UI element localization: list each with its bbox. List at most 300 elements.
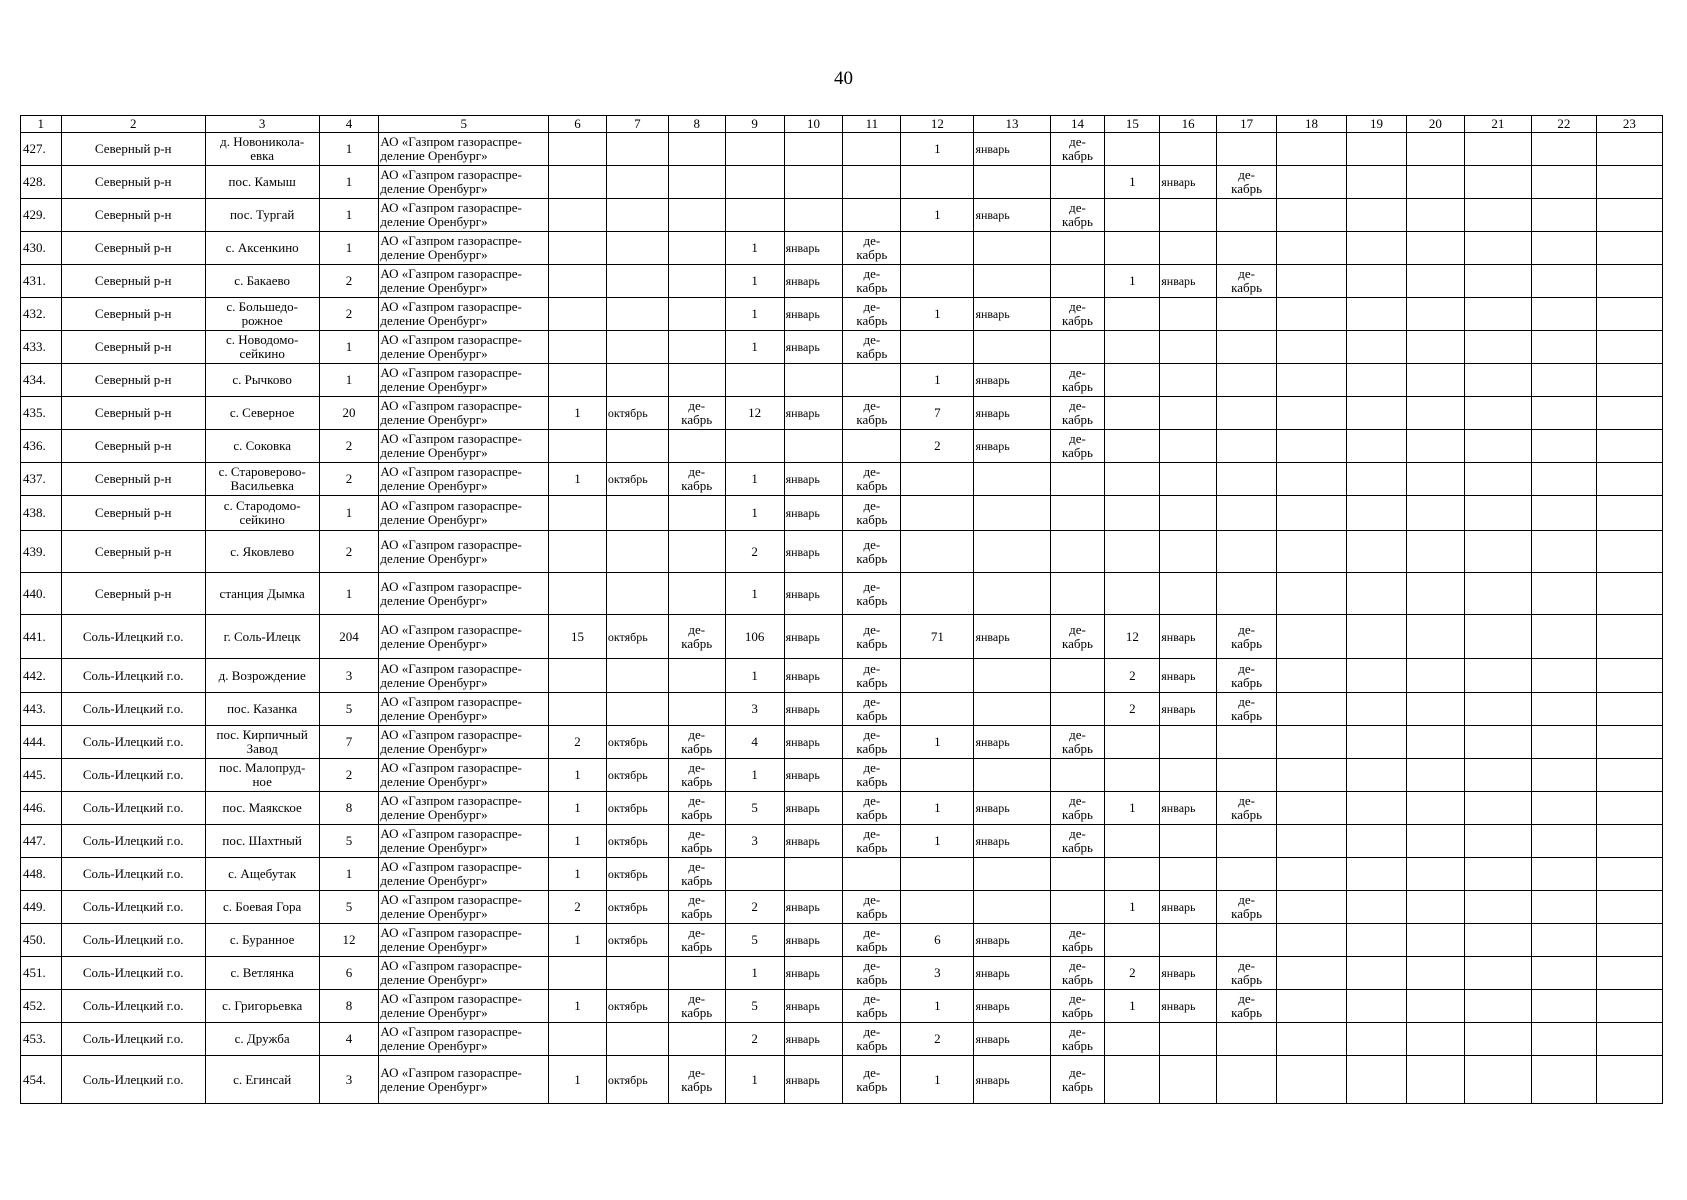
start-month-cell xyxy=(1160,496,1217,531)
end-month-cell xyxy=(668,430,725,463)
settlement-cell: с. Яковлево xyxy=(205,531,319,573)
empty-cell xyxy=(1406,496,1464,531)
empty-cell xyxy=(1277,924,1347,957)
end-month-cell: де- кабрь xyxy=(843,759,901,792)
table-row xyxy=(21,990,1663,1023)
empty-cell xyxy=(1277,166,1347,199)
qty-cell xyxy=(901,232,974,265)
count-cell: 204 xyxy=(319,615,379,659)
empty-cell xyxy=(1464,957,1531,990)
start-month-cell: январь xyxy=(1160,990,1217,1023)
settlement-cell: пос. Казанка xyxy=(205,693,319,726)
empty-cell xyxy=(1531,990,1596,1023)
district-cell: Северный р-н xyxy=(61,463,205,496)
empty-cell xyxy=(1277,397,1347,430)
qty-cell xyxy=(901,573,974,615)
qty-cell: 1 xyxy=(725,463,784,496)
settlement-cell: с. Ащебутак xyxy=(205,858,319,891)
count-cell: 7 xyxy=(319,726,379,759)
empty-cell xyxy=(1596,957,1662,990)
row-number: 437. xyxy=(21,463,62,496)
header-col-9: 9 xyxy=(725,116,784,133)
empty-cell xyxy=(1277,133,1347,166)
empty-cell xyxy=(1406,858,1464,891)
start-month-cell: январь xyxy=(784,792,843,825)
empty-cell xyxy=(1406,430,1464,463)
start-month-cell: январь xyxy=(784,990,843,1023)
district-cell: Северный р-н xyxy=(61,531,205,573)
empty-cell xyxy=(1277,298,1347,331)
start-month-cell xyxy=(606,133,668,166)
start-month-cell: январь xyxy=(1160,792,1217,825)
empty-cell xyxy=(1464,430,1531,463)
table-row xyxy=(21,232,1663,265)
end-month-cell xyxy=(1217,531,1277,573)
empty-cell xyxy=(1347,693,1407,726)
start-month-cell: октябрь xyxy=(606,858,668,891)
qty-cell xyxy=(1105,1023,1160,1056)
header-col-8: 8 xyxy=(668,116,725,133)
start-month-cell xyxy=(1160,199,1217,232)
empty-cell xyxy=(1277,693,1347,726)
empty-cell xyxy=(1464,759,1531,792)
organization-cell: АО «Газпром газораспре- деление Оренбург» xyxy=(379,265,549,298)
empty-cell xyxy=(1347,858,1407,891)
end-month-cell xyxy=(843,199,901,232)
empty-cell xyxy=(1406,825,1464,858)
start-month-cell xyxy=(606,166,668,199)
qty-cell: 1 xyxy=(549,825,607,858)
empty-cell xyxy=(1277,531,1347,573)
start-month-cell: январь xyxy=(974,957,1050,990)
start-month-cell xyxy=(1160,1056,1217,1104)
empty-cell xyxy=(1531,331,1596,364)
empty-cell xyxy=(1406,924,1464,957)
table-body xyxy=(21,133,1663,1104)
empty-cell xyxy=(1406,463,1464,496)
district-cell: Соль-Илецкий г.о. xyxy=(61,990,205,1023)
header-col-7: 7 xyxy=(606,116,668,133)
start-month-cell: октябрь xyxy=(606,1056,668,1104)
qty-cell: 1 xyxy=(901,792,974,825)
end-month-cell xyxy=(1217,1056,1277,1104)
empty-cell xyxy=(1406,957,1464,990)
end-month-cell: де- кабрь xyxy=(668,990,725,1023)
settlement-cell: с. Новодомо- сейкино xyxy=(205,331,319,364)
end-month-cell: де- кабрь xyxy=(1050,430,1105,463)
table-row xyxy=(21,759,1663,792)
qty-cell: 2 xyxy=(1105,659,1160,693)
settlement-cell: пос. Малопруд- ное xyxy=(205,759,319,792)
row-number: 448. xyxy=(21,858,62,891)
qty-cell xyxy=(1105,1056,1160,1104)
qty-cell xyxy=(1105,759,1160,792)
empty-cell xyxy=(1531,397,1596,430)
district-cell: Северный р-н xyxy=(61,232,205,265)
empty-cell xyxy=(1464,1023,1531,1056)
start-month-cell xyxy=(974,166,1050,199)
row-number: 450. xyxy=(21,924,62,957)
table-row xyxy=(21,364,1663,397)
empty-cell xyxy=(1406,199,1464,232)
row-number: 429. xyxy=(21,199,62,232)
start-month-cell xyxy=(1160,298,1217,331)
end-month-cell: де- кабрь xyxy=(843,232,901,265)
start-month-cell xyxy=(1160,531,1217,573)
end-month-cell xyxy=(668,298,725,331)
empty-cell xyxy=(1531,133,1596,166)
end-month-cell xyxy=(843,133,901,166)
settlement-cell: с. Аксенкино xyxy=(205,232,319,265)
end-month-cell: де- кабрь xyxy=(843,1023,901,1056)
empty-cell xyxy=(1347,573,1407,615)
end-month-cell: де- кабрь xyxy=(843,957,901,990)
qty-cell: 1 xyxy=(725,265,784,298)
end-month-cell: де- кабрь xyxy=(1050,364,1105,397)
row-number: 453. xyxy=(21,1023,62,1056)
qty-cell xyxy=(1105,298,1160,331)
qty-cell: 1 xyxy=(549,759,607,792)
organization-cell: АО «Газпром газораспре- деление Оренбург» xyxy=(379,957,549,990)
start-month-cell xyxy=(974,573,1050,615)
end-month-cell: де- кабрь xyxy=(843,573,901,615)
qty-cell xyxy=(1105,397,1160,430)
start-month-cell xyxy=(1160,726,1217,759)
organization-cell: АО «Газпром газораспре- деление Оренбург» xyxy=(379,759,549,792)
qty-cell xyxy=(1105,825,1160,858)
organization-cell: АО «Газпром газораспре- деление Оренбург» xyxy=(379,463,549,496)
empty-cell xyxy=(1464,792,1531,825)
start-month-cell: январь xyxy=(784,615,843,659)
start-month-cell xyxy=(974,265,1050,298)
empty-cell xyxy=(1464,891,1531,924)
start-month-cell xyxy=(784,430,843,463)
qty-cell: 2 xyxy=(1105,693,1160,726)
empty-cell xyxy=(1596,615,1662,659)
settlement-cell: д. Возрождение xyxy=(205,659,319,693)
qty-cell: 4 xyxy=(725,726,784,759)
end-month-cell xyxy=(668,265,725,298)
district-cell: Северный р-н xyxy=(61,298,205,331)
end-month-cell: де- кабрь xyxy=(843,615,901,659)
start-month-cell: октябрь xyxy=(606,990,668,1023)
empty-cell xyxy=(1347,364,1407,397)
empty-cell xyxy=(1596,1056,1662,1104)
end-month-cell: де- кабрь xyxy=(843,397,901,430)
qty-cell: 1 xyxy=(725,1056,784,1104)
end-month-cell: де- кабрь xyxy=(843,659,901,693)
qty-cell xyxy=(725,166,784,199)
empty-cell xyxy=(1596,133,1662,166)
end-month-cell xyxy=(1217,199,1277,232)
empty-cell xyxy=(1347,133,1407,166)
end-month-cell xyxy=(1050,496,1105,531)
end-month-cell: де- кабрь xyxy=(1050,133,1105,166)
row-number: 434. xyxy=(21,364,62,397)
empty-cell xyxy=(1277,265,1347,298)
start-month-cell: октябрь xyxy=(606,726,668,759)
start-month-cell: январь xyxy=(784,1023,843,1056)
empty-cell xyxy=(1347,265,1407,298)
empty-cell xyxy=(1596,531,1662,573)
end-month-cell: де- кабрь xyxy=(843,990,901,1023)
empty-cell xyxy=(1464,232,1531,265)
row-number: 446. xyxy=(21,792,62,825)
end-month-cell xyxy=(1050,693,1105,726)
count-cell: 2 xyxy=(319,265,379,298)
empty-cell xyxy=(1406,1023,1464,1056)
qty-cell xyxy=(1105,232,1160,265)
header-row xyxy=(21,116,1663,133)
header-col-16: 16 xyxy=(1160,116,1217,133)
end-month-cell xyxy=(668,693,725,726)
end-month-cell xyxy=(1217,759,1277,792)
start-month-cell: январь xyxy=(784,891,843,924)
settlement-cell: с. Северное xyxy=(205,397,319,430)
header-col-20: 20 xyxy=(1406,116,1464,133)
empty-cell xyxy=(1347,496,1407,531)
organization-cell: АО «Газпром газораспре- деление Оренбург» xyxy=(379,615,549,659)
start-month-cell xyxy=(784,199,843,232)
table-row xyxy=(21,891,1663,924)
district-cell: Северный р-н xyxy=(61,166,205,199)
end-month-cell xyxy=(1050,166,1105,199)
start-month-cell xyxy=(606,265,668,298)
start-month-cell: октябрь xyxy=(606,463,668,496)
empty-cell xyxy=(1347,825,1407,858)
count-cell: 2 xyxy=(319,430,379,463)
empty-cell xyxy=(1531,166,1596,199)
table-row xyxy=(21,531,1663,573)
empty-cell xyxy=(1277,957,1347,990)
empty-cell xyxy=(1406,166,1464,199)
empty-cell xyxy=(1596,331,1662,364)
count-cell: 2 xyxy=(319,759,379,792)
end-month-cell xyxy=(843,430,901,463)
qty-cell: 2 xyxy=(725,1023,784,1056)
qty-cell xyxy=(901,693,974,726)
empty-cell xyxy=(1596,265,1662,298)
start-month-cell xyxy=(974,659,1050,693)
end-month-cell xyxy=(1050,463,1105,496)
end-month-cell: де- кабрь xyxy=(1217,265,1277,298)
district-cell: Соль-Илецкий г.о. xyxy=(61,615,205,659)
empty-cell xyxy=(1464,496,1531,531)
start-month-cell xyxy=(606,531,668,573)
settlement-cell: с. Рычково xyxy=(205,364,319,397)
count-cell: 1 xyxy=(319,232,379,265)
row-number: 438. xyxy=(21,496,62,531)
empty-cell xyxy=(1347,430,1407,463)
district-cell: Соль-Илецкий г.о. xyxy=(61,858,205,891)
organization-cell: АО «Газпром газораспре- деление Оренбург» xyxy=(379,1023,549,1056)
empty-cell xyxy=(1347,615,1407,659)
count-cell: 6 xyxy=(319,957,379,990)
end-month-cell: де- кабрь xyxy=(1050,1056,1105,1104)
empty-cell xyxy=(1347,232,1407,265)
qty-cell: 5 xyxy=(725,990,784,1023)
end-month-cell: де- кабрь xyxy=(1050,726,1105,759)
organization-cell: АО «Газпром газораспре- деление Оренбург» xyxy=(379,891,549,924)
empty-cell xyxy=(1531,1056,1596,1104)
empty-cell xyxy=(1464,693,1531,726)
table-row xyxy=(21,573,1663,615)
end-month-cell xyxy=(1050,659,1105,693)
empty-cell xyxy=(1277,891,1347,924)
empty-cell xyxy=(1347,759,1407,792)
empty-cell xyxy=(1277,199,1347,232)
row-number: 444. xyxy=(21,726,62,759)
district-cell: Северный р-н xyxy=(61,199,205,232)
qty-cell: 1 xyxy=(901,133,974,166)
row-number: 431. xyxy=(21,265,62,298)
organization-cell: АО «Газпром газораспре- деление Оренбург» xyxy=(379,1056,549,1104)
qty-cell xyxy=(725,858,784,891)
start-month-cell: январь xyxy=(784,232,843,265)
settlement-cell: пос. Тургай xyxy=(205,199,319,232)
end-month-cell xyxy=(1050,858,1105,891)
qty-cell: 1 xyxy=(901,1056,974,1104)
qty-cell xyxy=(549,133,607,166)
end-month-cell xyxy=(1217,726,1277,759)
header-col-1: 1 xyxy=(21,116,62,133)
table-row xyxy=(21,726,1663,759)
qty-cell: 2 xyxy=(1105,957,1160,990)
end-month-cell xyxy=(1217,463,1277,496)
row-number: 428. xyxy=(21,166,62,199)
qty-cell: 1 xyxy=(549,990,607,1023)
qty-cell: 2 xyxy=(901,430,974,463)
qty-cell: 1 xyxy=(1105,265,1160,298)
settlement-cell: пос. Маякское xyxy=(205,792,319,825)
empty-cell xyxy=(1531,531,1596,573)
settlement-cell: с. Буранное xyxy=(205,924,319,957)
end-month-cell: де- кабрь xyxy=(843,924,901,957)
qty-cell xyxy=(1105,496,1160,531)
start-month-cell xyxy=(606,573,668,615)
empty-cell xyxy=(1406,615,1464,659)
qty-cell: 1 xyxy=(1105,166,1160,199)
empty-cell xyxy=(1406,726,1464,759)
end-month-cell: де- кабрь xyxy=(843,265,901,298)
start-month-cell xyxy=(974,531,1050,573)
empty-cell xyxy=(1596,166,1662,199)
start-month-cell xyxy=(974,496,1050,531)
qty-cell xyxy=(549,693,607,726)
end-month-cell: де- кабрь xyxy=(1050,298,1105,331)
end-month-cell xyxy=(1050,573,1105,615)
empty-cell xyxy=(1277,792,1347,825)
organization-cell: АО «Газпром газораспре- деление Оренбург» xyxy=(379,990,549,1023)
header-col-4: 4 xyxy=(319,116,379,133)
end-month-cell xyxy=(668,331,725,364)
empty-cell xyxy=(1531,924,1596,957)
end-month-cell xyxy=(1050,331,1105,364)
count-cell: 5 xyxy=(319,693,379,726)
empty-cell xyxy=(1406,265,1464,298)
row-number: 433. xyxy=(21,331,62,364)
settlement-cell: с. Большедо- рожное xyxy=(205,298,319,331)
start-month-cell: январь xyxy=(974,1023,1050,1056)
table-row xyxy=(21,331,1663,364)
organization-cell: АО «Газпром газораспре- деление Оренбург» xyxy=(379,693,549,726)
start-month-cell: январь xyxy=(974,825,1050,858)
qty-cell: 1 xyxy=(549,397,607,430)
qty-cell: 1 xyxy=(901,825,974,858)
qty-cell xyxy=(725,430,784,463)
district-cell: Соль-Илецкий г.о. xyxy=(61,891,205,924)
end-month-cell: де- кабрь xyxy=(843,825,901,858)
qty-cell: 1 xyxy=(901,726,974,759)
empty-cell xyxy=(1596,463,1662,496)
empty-cell xyxy=(1531,858,1596,891)
count-cell: 5 xyxy=(319,891,379,924)
count-cell: 1 xyxy=(319,133,379,166)
empty-cell xyxy=(1347,166,1407,199)
qty-cell xyxy=(549,364,607,397)
start-month-cell xyxy=(974,463,1050,496)
empty-cell xyxy=(1347,792,1407,825)
start-month-cell xyxy=(606,331,668,364)
qty-cell xyxy=(549,573,607,615)
empty-cell xyxy=(1347,659,1407,693)
empty-cell xyxy=(1464,1056,1531,1104)
end-month-cell: де- кабрь xyxy=(1050,792,1105,825)
district-cell: Соль-Илецкий г.о. xyxy=(61,957,205,990)
qty-cell xyxy=(549,199,607,232)
table-row xyxy=(21,463,1663,496)
end-month-cell: де- кабрь xyxy=(1050,957,1105,990)
header-col-13: 13 xyxy=(974,116,1050,133)
qty-cell xyxy=(549,1023,607,1056)
organization-cell: АО «Газпром газораспре- деление Оренбург» xyxy=(379,232,549,265)
organization-cell: АО «Газпром газораспре- деление Оренбург» xyxy=(379,924,549,957)
end-month-cell xyxy=(668,496,725,531)
start-month-cell: январь xyxy=(784,693,843,726)
empty-cell xyxy=(1277,659,1347,693)
count-cell: 2 xyxy=(319,531,379,573)
empty-cell xyxy=(1596,825,1662,858)
qty-cell: 1 xyxy=(1105,990,1160,1023)
qty-cell: 1 xyxy=(549,924,607,957)
empty-cell xyxy=(1464,331,1531,364)
table-row xyxy=(21,858,1663,891)
qty-cell: 5 xyxy=(725,924,784,957)
qty-cell xyxy=(549,265,607,298)
table-row xyxy=(21,496,1663,531)
start-month-cell xyxy=(1160,924,1217,957)
qty-cell xyxy=(1105,463,1160,496)
start-month-cell: январь xyxy=(974,990,1050,1023)
qty-cell: 1 xyxy=(901,364,974,397)
end-month-cell: де- кабрь xyxy=(843,1056,901,1104)
end-month-cell xyxy=(668,199,725,232)
start-month-cell: январь xyxy=(784,957,843,990)
end-month-cell xyxy=(1050,759,1105,792)
empty-cell xyxy=(1277,990,1347,1023)
qty-cell: 1 xyxy=(725,232,784,265)
empty-cell xyxy=(1464,858,1531,891)
empty-cell xyxy=(1531,792,1596,825)
empty-cell xyxy=(1531,265,1596,298)
district-cell: Соль-Илецкий г.о. xyxy=(61,1056,205,1104)
empty-cell xyxy=(1406,364,1464,397)
end-month-cell: де- кабрь xyxy=(668,891,725,924)
empty-cell xyxy=(1347,199,1407,232)
qty-cell xyxy=(901,858,974,891)
start-month-cell: январь xyxy=(784,726,843,759)
qty-cell: 106 xyxy=(725,615,784,659)
